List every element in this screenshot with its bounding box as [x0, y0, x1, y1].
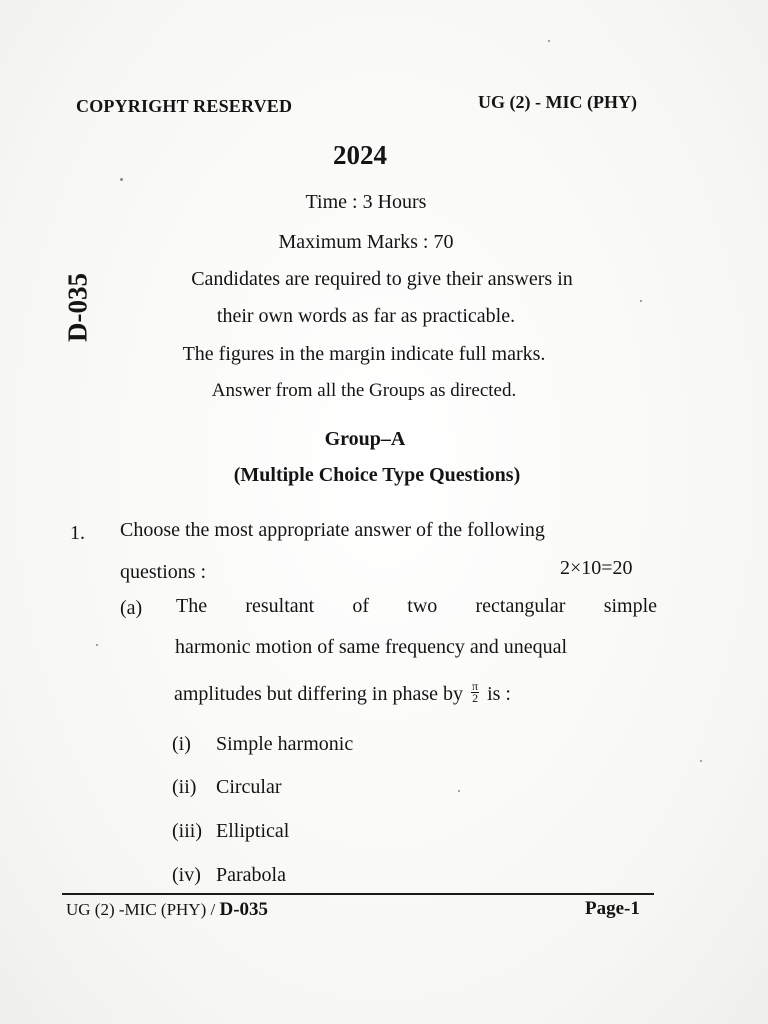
question-text-line-2: questions :: [120, 561, 207, 583]
paper-code-header: UG (2) - MIC (PHY): [478, 92, 637, 112]
footer-divider: [62, 893, 654, 895]
sub-question-line-2: harmonic motion of same frequency and unequal: [175, 636, 568, 658]
option-text: Elliptical: [216, 820, 290, 842]
sub-question-label: (a): [120, 597, 143, 619]
sub-word: two: [407, 595, 438, 617]
question-number: 1.: [70, 522, 85, 544]
option-label: (ii): [172, 776, 197, 798]
instruction-line-2: their own words as far as practicable.: [216, 305, 516, 327]
page-number: Page-1: [585, 898, 640, 919]
option-text: Parabola: [216, 864, 286, 886]
sub-word: simple: [603, 595, 658, 617]
scan-speck: [700, 760, 702, 762]
option-text: Simple harmonic: [216, 733, 354, 755]
option-iv: [172, 864, 286, 887]
sub-line3-text: amplitudes but differing in phase by: [174, 683, 464, 705]
instruction-line-4: Answer from all the Groups as directed.: [211, 380, 517, 401]
footer-prefix: UG (2) -MIC (PHY) /: [66, 900, 216, 919]
option-label: (iii): [172, 820, 202, 842]
question-text-line-1: Choose the most appropriate answer of the following: [120, 519, 545, 541]
instruction-line-3: The figures in the margin indicate full marks.: [182, 343, 546, 365]
sub-line3-end: is :: [487, 683, 511, 705]
group-title: Group–A: [324, 428, 406, 450]
scan-speck: [120, 178, 123, 181]
footer-code: D-035: [219, 899, 269, 920]
question-marks: 2×10=20: [560, 557, 633, 579]
exam-year: 2024: [333, 140, 387, 170]
sub-word: resultant: [245, 595, 315, 617]
pi-over-two-fraction: [471, 678, 479, 705]
option-label: (iv): [172, 864, 201, 886]
group-subtitle: (Multiple Choice Type Questions): [233, 464, 521, 486]
instruction-line-1: Candidates are required to give their answers in: [191, 268, 573, 290]
sub-word: of: [352, 595, 370, 617]
scan-speck: [548, 40, 550, 42]
copyright-label: COPYRIGHT RESERVED: [76, 96, 293, 116]
scan-speck: [96, 644, 98, 646]
option-text: Circular: [216, 776, 282, 798]
sub-question-line-3: [174, 678, 511, 707]
scan-speck: [458, 790, 460, 792]
option-label: (i): [172, 733, 191, 755]
option-i: [172, 733, 353, 756]
sub-word: rectangular: [475, 595, 566, 617]
sub-word: The: [176, 595, 208, 617]
time-line: Time : 3 Hours: [305, 191, 427, 213]
option-ii: [172, 776, 282, 799]
max-marks-line: Maximum Marks : 70: [278, 231, 454, 253]
sub-question-line-1: [176, 595, 657, 618]
footer-paper-code: [66, 899, 268, 921]
scan-speck: [640, 300, 642, 302]
side-paper-code: D-035: [62, 273, 93, 342]
option-iii: [172, 820, 289, 843]
fraction-denominator: 2: [472, 690, 479, 705]
fraction-numerator: π: [472, 678, 479, 693]
